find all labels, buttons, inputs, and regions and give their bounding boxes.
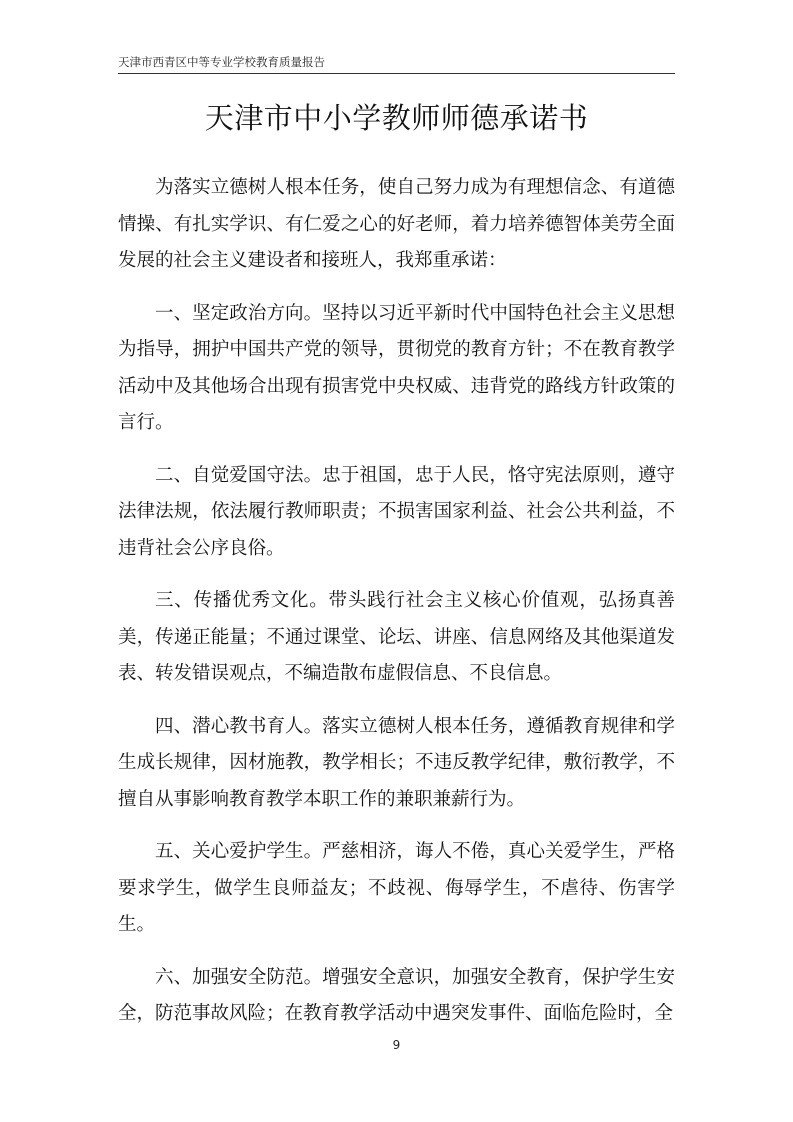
paragraph-item-6: 六、加强安全防范。增强安全意识，加强安全教育，保护学生安全，防范事故风险；在教育教学活动中遇突发事件、面临危险时，全 bbox=[118, 966, 675, 1024]
paragraph-intro: 为落实立德树人根本任务，使自己努力成为有理想信念、有道德情操、有扎实学识、有仁爱之心的好老师，着力培养德智体美劳全面发展的社会主义建设者和接班人，我郑重承诺： bbox=[118, 177, 675, 271]
paragraph-item-4: 四、潜心教书育人。落实立德树人根本任务，遵循教育规律和学生成长规律，因材施教，教学相长；不违反教学纪律，敷衍教学，不擅自从事影响教育教学本职工作的兼职兼薪行为。 bbox=[118, 715, 675, 810]
paragraph-item-2: 二、自觉爱国守法。忠于祖国，忠于人民，恪守宪法原则，遵守法律法规，依法履行教师职责；不损害国家利益、社会公共利益，不违背社会公序良俗。 bbox=[118, 464, 675, 559]
document-body bbox=[118, 170, 675, 1049]
paragraph-item-3: 三、传播优秀文化。带头践行社会主义核心价值观，弘扬真善美，传递正能量；不通过课堂、论坛、讲座、信息网络及其他渠道发表、转发错误观点，不编造散布虚假信息、不良信息。 bbox=[118, 590, 675, 684]
page-number: 9 bbox=[392, 1038, 401, 1052]
running-header: 天津市西青区中等专业学校教育质量报告 bbox=[118, 55, 325, 69]
header-divider bbox=[118, 73, 675, 74]
document-title: 天津市中小学教师师德承诺书 bbox=[204, 101, 589, 135]
paragraph-item-5: 五、关心爱护学生。严慈相济，诲人不倦，真心关爱学生，严格要求学生，做学生良师益友；不歧视、侮辱学生，不虐待、伤害学生。 bbox=[118, 841, 675, 935]
paragraph-item-1: 一、坚定政治方向。坚持以习近平新时代中国特色社会主义思想为指导，拥护中国共产党的领导，贯彻党的教育方针；不在教育教学活动中及其他场合出现有损害党中央权威、违背党的路线方针政策的言行。 bbox=[118, 302, 675, 433]
